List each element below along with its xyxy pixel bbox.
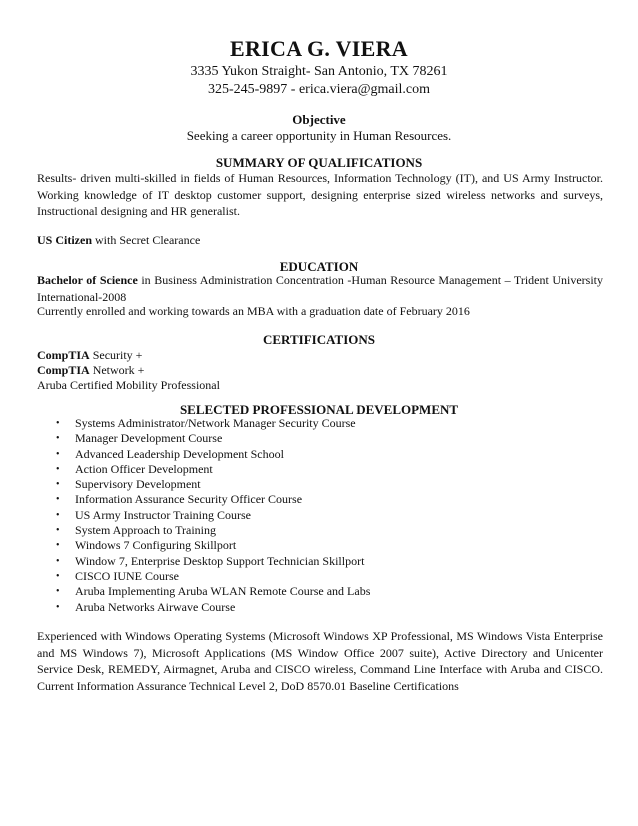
degree-label: Bachelor of Science [37,273,138,287]
objective-heading: Objective [292,112,346,127]
development-item-label: Supervisory Development [75,477,201,492]
development-item-label: Windows 7 Configuring Skillport [75,538,237,553]
development-item-label: Aruba Networks Airwave Course [75,599,236,614]
development-list [56,416,370,615]
mba-line: Currently enrolled and working towards an MBA with a graduation date of February 2016 [37,304,470,318]
development-item [56,554,370,569]
development-item-label: Action Officer Development [75,461,213,476]
development-item [56,431,370,446]
summary-text: Results- driven multi-skilled in fields of Human Resources, Information Technology (IT), and US Army Instructor. Working knowledge of IT desktop customer support, designing enterprise sized wireless networks and surveys, Instructional designing and HR generalist. [37,171,603,218]
citizenship-label: US Citizen [37,233,92,247]
development-item [56,584,370,599]
bullet-icon: • [56,509,60,521]
bullet-icon: • [56,570,60,582]
development-item [56,538,370,553]
development-item-label: Manager Development Course [75,431,223,446]
development-item [56,416,370,431]
bullet-icon: • [56,601,60,613]
education-heading: EDUCATION [279,259,359,274]
development-item-label: CISCO IUNE Course [75,568,179,583]
development-item [56,447,370,462]
objective-text: Seeking a career opportunity in Human Resources. [186,128,452,143]
development-item [56,569,370,584]
bullet-icon: • [56,494,60,506]
bullet-icon: • [56,479,60,491]
bullet-icon: • [56,540,60,552]
development-item-label: Advanced Leadership Development School [75,446,284,461]
degree-line [37,272,603,305]
development-item-label: System Approach to Training [75,523,217,538]
development-item [56,523,370,538]
citizenship-line [37,232,603,249]
development-item-label: Information Assurance Security Officer Course [75,492,303,507]
contact-line: 325-245-9897 - erica.viera@gmail.com [207,82,431,97]
bullet-icon: • [56,555,60,567]
development-item [56,508,370,523]
experience-text: Experienced with Windows Operating Systems (Microsoft Windows XP Professional, MS Windows Vista Enterprise and MS Windows 7), Microsoft Applications (MS Window Office 2007 suite), Active Directory and Unicenter Service Desk, REMEDY, Airmagnet, Aruba and CISCO wireless, Command Line Interface with Aruba and CISCO. Current Information Assurance Technical Level 2, DoD 8570.01 Baseline Certifications [37,629,603,693]
certification-item: CompTIA Security + [37,348,143,362]
bullet-icon: • [56,418,60,429]
certification-item: Aruba Certified Mobility Professional [37,378,220,392]
development-item-label: Systems Administrator/Network Manager Security Course [75,416,356,430]
resume-name: ERICA G. VIERA [230,36,408,61]
development-item-label: US Army Instructor Training Course [75,507,252,522]
degree-detail: in Business Administration Concentration -Human Resource Management – Trident University International-2008 [37,273,603,304]
bullet-icon: • [56,448,60,460]
certifications-heading: CERTIFICATIONS [263,332,375,347]
address-line: 3335 Yukon Straight- San Antonio, TX 78261 [190,64,448,79]
bullet-icon: • [56,586,60,598]
development-item-label: Aruba Implementing Aruba WLAN Remote Course and Labs [75,584,371,599]
development-item [56,462,370,477]
summary-heading: SUMMARY OF QUALIFICATIONS [215,155,423,170]
development-item [56,477,370,492]
bullet-icon: • [56,433,60,445]
bullet-icon: • [56,463,60,475]
certification-item: CompTIA Network + [37,363,145,377]
development-item-label: Window 7, Enterprise Desktop Support Technician Skillport [75,553,365,568]
development-heading: SELECTED PROFESSIONAL DEVELOPMENT [179,402,459,417]
development-item [56,600,370,615]
development-item [56,492,370,507]
bullet-icon: • [56,525,60,537]
citizenship-detail: with Secret Clearance [92,233,201,247]
